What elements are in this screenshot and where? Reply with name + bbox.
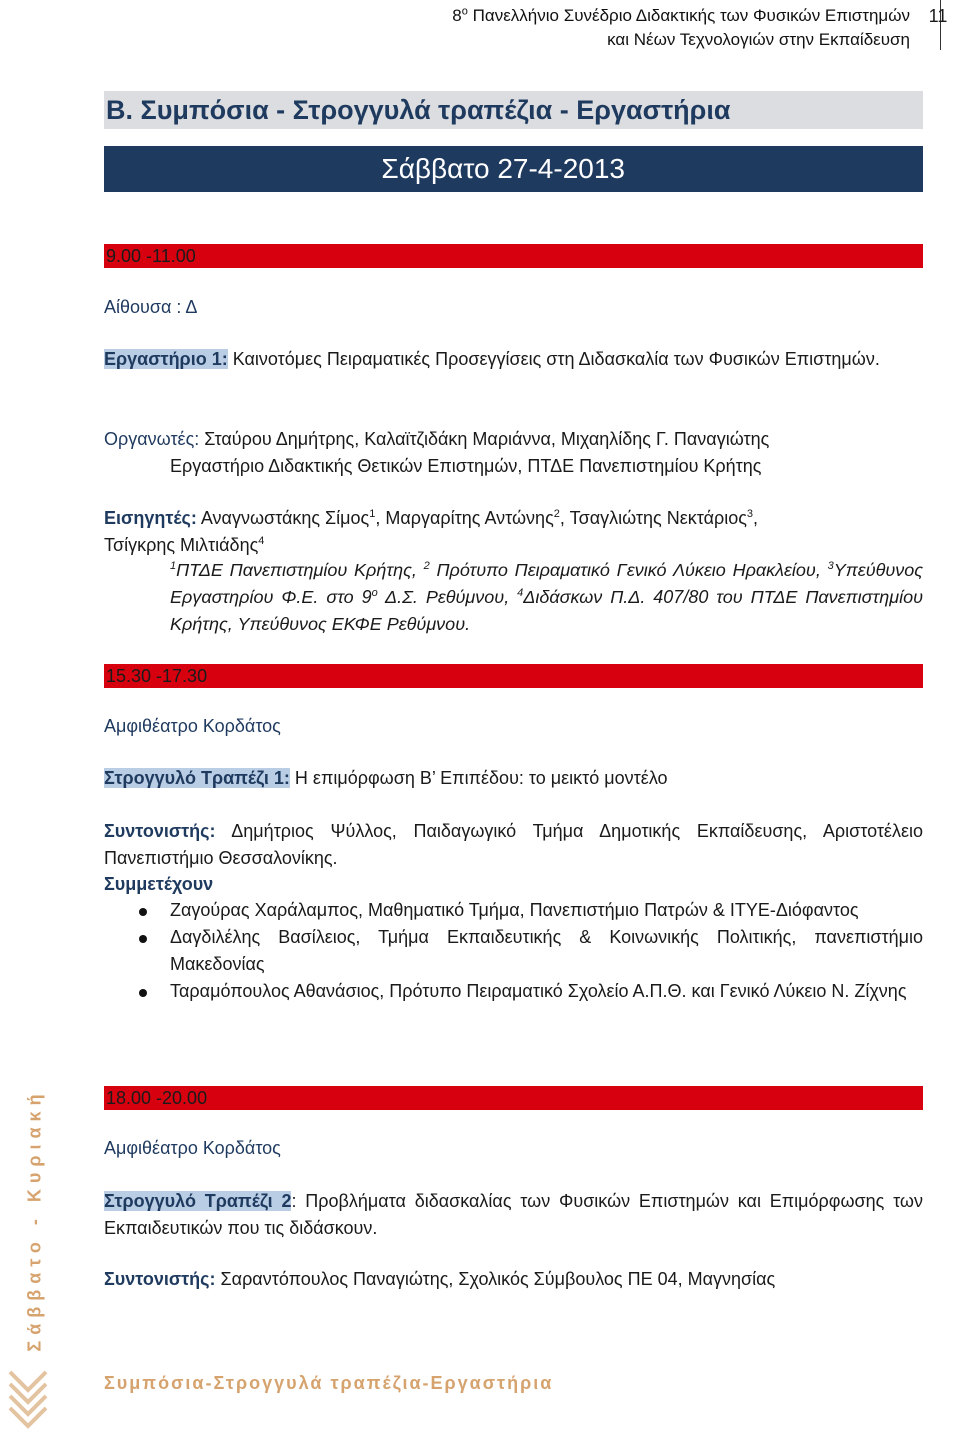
participant-text: Ταραμόπουλος Αθανάσιος, Πρότυπο Πειραματικό Σχολείο Α.Π.Θ. και Γενικό Λύκειο Ν. Ζίχνης: [170, 981, 907, 1001]
workshop-1-title: Καινοτόμες Πειραματικές Προσεγγίσεις στη Διδασκαλία των Φυσικών Επιστημών.: [227, 349, 880, 369]
participants-list: [104, 897, 923, 1005]
workshop-1-label: Εργαστήριο 1:: [104, 349, 228, 369]
bullet-icon: [139, 908, 147, 916]
speaker-name: Μαργαρίτης Αντώνης: [385, 508, 554, 528]
speaker-sup: 2: [553, 508, 560, 520]
round-table-1: [104, 765, 923, 792]
session-3-time: 18.00 -20.00: [106, 1088, 208, 1108]
coordinator-1-name: Δημήτριος Ψύλλος, Παιδαγωγικό Τμήμα Δημοτικής Εκπαίδευσης, Αριστοτέλειο Πανεπιστήμιο Θεσσαλονίκης.: [104, 821, 923, 868]
speaker-sep: ,: [559, 508, 570, 528]
speaker-name: Τσαγλιώτης Νεκτάριος: [569, 508, 747, 528]
participant-text: Δαγδιλέλης Βασίλειος, Τμήμα Εκπαιδευτικής & Κοινωνικής Πολιτικής, πανεπιστήμιο Μακεδονίας: [170, 927, 923, 974]
session-2-room: Αμφιθέατρο Κορδάτος: [104, 716, 281, 736]
running-header: [452, 4, 910, 52]
participants-label: Συμμετέχουν: [104, 874, 214, 894]
bullet-icon: [139, 989, 147, 997]
affil-text: Πρότυπο Πειραματικό Γενικό Λύκειο Ηρακλείου,: [429, 560, 828, 580]
round-table-2-label: Στρογγυλό Τραπέζι 2: [104, 1191, 292, 1211]
affil-sup: 2: [423, 560, 430, 572]
bullet-icon: [139, 935, 147, 943]
page-footer: Συμπόσια-Στρογγυλά τραπέζια-Εργαστήρια: [104, 1373, 554, 1393]
organizers-names: Σταύρου Δημήτρης, Καλαϊτζιδάκη Μαριάννα, Μιχαηλίδης Γ. Παναγιώτης: [199, 429, 770, 449]
organizers: [104, 426, 923, 453]
affil-text: Υπεύθυνος Εργαστηρίου Φ.Ε. στο 9: [170, 560, 924, 607]
round-table-1-title: Η επιμόρφωση Β’ Επιπέδου: το μεικτό μοντέλο: [289, 768, 668, 788]
speaker-sep: ,: [753, 508, 759, 528]
date-bar: [104, 146, 923, 192]
list-item: [104, 978, 923, 1005]
affil-sup: 4: [517, 587, 524, 599]
affil-sup: ο: [371, 587, 378, 599]
header-line-2: και Νέων Τεχνολογιών στην Εκπαίδευση: [607, 30, 910, 49]
section-title-bar: [104, 91, 923, 129]
speakers: [104, 505, 923, 559]
participant-text: Ζαγούρας Χαράλαμπος, Μαθηματικό Τμήμα, Πανεπιστήμιο Πατρών & ΙΤΥΕ-Διόφαντος: [170, 900, 859, 920]
section-title: Β. Συμπόσια - Στρογγυλά τραπέζια - Εργαστήρια: [106, 95, 731, 125]
round-table-2: Στρογγυλό Τραπέζι 2: Προβλήματα διδασκαλίας των Φυσικών Επιστημών και Επιμόρφωσης των Εκπαιδευτικών που τις διδάσκουν.: [104, 1191, 923, 1238]
speaker-sup: 1: [369, 508, 376, 520]
side-label: Σάββατο - Κυριακή: [24, 1088, 45, 1352]
page-number: 11: [928, 6, 948, 26]
organizers-label: Οργανωτές:: [104, 429, 200, 449]
list-item: [104, 897, 923, 924]
session-2-time: 15.30 -17.30: [106, 666, 208, 686]
side-tab: [20, 1088, 50, 1352]
affil-text: Δ.Σ. Ρεθύμνου,: [377, 587, 518, 607]
speaker-sep: ,: [375, 508, 386, 528]
speakers-affiliations: [170, 557, 923, 638]
speaker-name: Αναγνωστάκης Σίμος: [196, 508, 370, 528]
session-3-room: Αμφιθέατρο Κορδάτος: [104, 1138, 281, 1158]
list-item: [104, 924, 923, 978]
date-title: Σάββατο 27-4-2013: [381, 153, 625, 184]
affil-text: ΠΤΔΕ Πανεπιστημίου Κρήτης,: [176, 560, 424, 580]
affil-sup: 1: [170, 560, 177, 572]
coordinator-1-label: Συντονιστής:: [104, 821, 216, 841]
chevron-down-icon: [6, 1368, 50, 1430]
speaker-name: Τσίγκρης Μιλτιάδης: [104, 535, 259, 555]
affil-text: Διδάσκων Π.Δ. 407/80 του ΠΤΔΕ Πανεπιστημίου Κρήτης, Υπεύθυνος ΕΚΦΕ Ρεθύμνου.: [170, 587, 923, 634]
speaker-sup: 3: [746, 508, 754, 520]
coordinator-2: [104, 1266, 923, 1293]
session-3-time-bar: [104, 1086, 923, 1110]
session-1-room: Αίθουσα : Δ: [104, 297, 198, 317]
organizers-affiliation: Εργαστήριο Διδακτικής Θετικών Επιστημών, ΠΤΔΕ Πανεπιστημίου Κρήτης: [170, 456, 762, 476]
round-table-2-title: Προβλήματα διδασκαλίας των Φυσικών Επιστημών και Επιμόρφωσης των Εκπαιδευτικών που τις διδάσκουν.: [104, 1191, 923, 1238]
affil-sup: 3: [827, 560, 834, 572]
session-1-time: 9.00 -11.00: [106, 246, 196, 266]
workshop-1: [104, 346, 923, 373]
coordinator-2-name: Σαραντόπουλος Παναγιώτης, Σχολικός Σύμβουλος ΠΕ 04, Μαγνησίας: [215, 1269, 776, 1289]
coordinator-2-label: Συντονιστής:: [104, 1269, 216, 1289]
session-2-time-bar: [104, 664, 923, 688]
speakers-label: Εισηγητές:: [104, 508, 197, 528]
speaker-sup: 4: [258, 535, 265, 547]
coordinator-1: [104, 818, 923, 872]
session-1-time-bar: [104, 244, 923, 268]
round-table-1-label: Στρογγυλό Τραπέζι 1:: [104, 768, 290, 788]
header-line-1: $8^o$ Πανελλήνιο Συνέδριο Διδακτικής των Φυσικών Επιστημών: [452, 5, 910, 25]
